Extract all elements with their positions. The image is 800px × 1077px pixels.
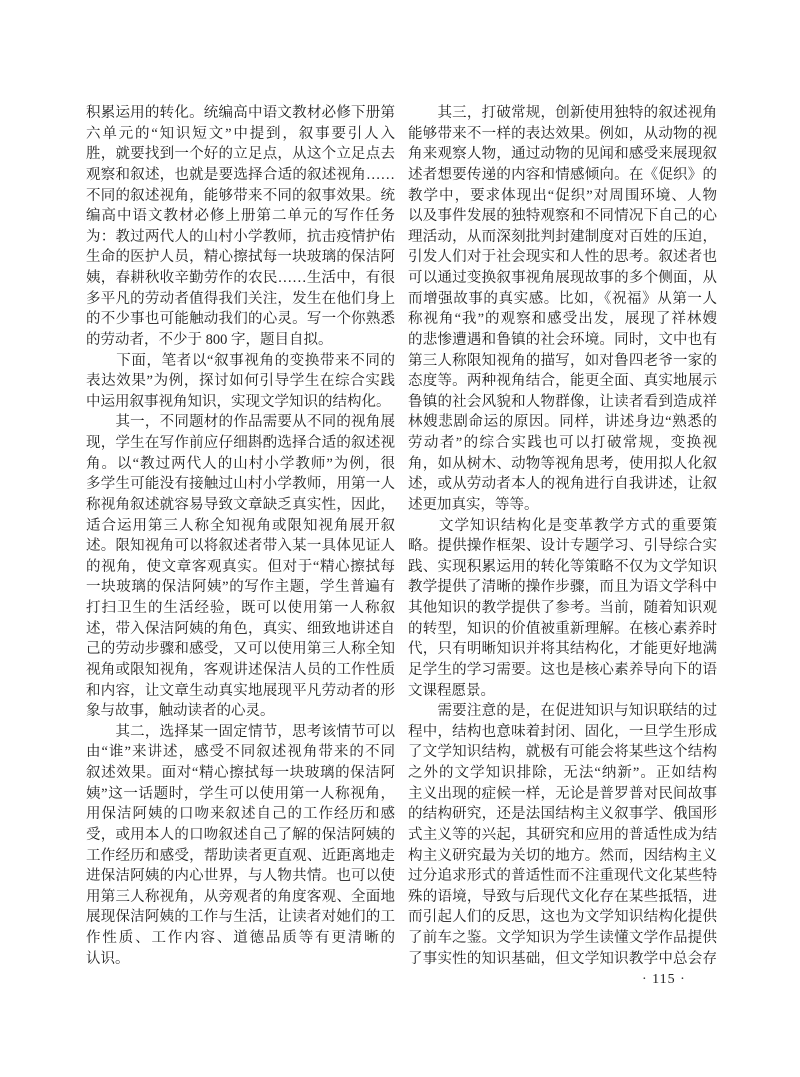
text-line: 由“谁”来讲述，感受不同叙述视角带来的不同: [86, 744, 395, 761]
text-line: 之外的文学知识排除，无法“纳新”。正如结构: [408, 765, 717, 781]
text-line: 的视角，使文章客观真实。但对于“精心擦拭每: [86, 558, 395, 575]
text-line: 林嫂悲剧命运的原因。同样，讲述身边“熟悉的: [408, 414, 717, 431]
text-line: 述者想要传递的内容和情感倾向。在《促织》的: [408, 166, 717, 183]
text-line: 角，如从树木、动物等视角思考，使用拟人化叙: [408, 455, 717, 472]
text-line: 作性质、工作内容、道德品质等有更清晰的: [86, 930, 395, 946]
text-line: 过分追求形式的普适性而不注重现代文化某些特: [408, 868, 717, 885]
text-line: 的转型，知识的价值被重新理解。在核心素养时: [408, 620, 717, 637]
text-line: 适合运用第三人称全知视角或限知视角展开叙: [86, 517, 395, 534]
text-line: 教学提供了清晰的操作步骤，而且为语文学科中: [408, 579, 717, 596]
text-line: 视角或限知视角，客观讲述保洁人员的工作性质: [86, 661, 395, 678]
text-line: 多平凡的劳动者值得我们关注，发生在他们身上: [86, 290, 395, 307]
text-line: 其一，不同题材的作品需要从不同的视角展: [86, 414, 395, 431]
text-line: 主义出现的症候一样，无论是普罗普对民间故事: [408, 785, 717, 802]
text-line: 文课程愿景。: [408, 682, 495, 699]
text-line: 现，学生在写作前应仔细斟酌选择合适的叙述视: [86, 435, 395, 451]
text-line: 为：教过两代人的山村小学教师，抗击疫情护佑: [86, 228, 395, 245]
text-line: 鲁镇的社会风貌和人物群像，让读者看到造成祥: [408, 393, 717, 410]
text-line: 下面，笔者以“叙事视角的变换带来不同的: [86, 352, 395, 369]
text-line: 能够带来不一样的表达效果。例如，从动物的视: [408, 125, 717, 142]
text-line: 而引起人们的反思，这也为文学知识结构化提供: [408, 909, 717, 926]
right-column: [408, 103, 717, 969]
text-line: 不同的叙述视角，能够带来不同的叙事效果。统: [86, 187, 395, 204]
text-line: 构主义研究最为关切的地方。然而，因结构主义: [408, 847, 717, 864]
text-line: 受，或用本人的口吻叙述自己了解的保洁阿姨的: [86, 826, 395, 843]
text-line: 进保洁阿姨的内心世界，与人物共情。也可以使: [86, 868, 395, 885]
text-line: 文学知识结构化是变革教学方式的重要策: [408, 517, 717, 534]
page-number: · 115 ·: [642, 972, 686, 987]
text-line: 劳动者”的综合实践也可以打破常规，变换视: [408, 435, 717, 451]
left-column: [86, 103, 395, 969]
text-line: 述更加真实，等等。: [408, 496, 539, 513]
text-line: 其他知识的教学提供了参考。当前，随着知识观: [408, 600, 717, 616]
text-line: 其三，打破常规，创新使用独特的叙述视角: [408, 105, 717, 121]
text-line: 的悲惨遭遇和鲁镇的社会环境。同时，文中也有: [408, 331, 717, 348]
text-line: 姨，春耕秋收辛勤劳作的农民……生活中，有很: [86, 270, 395, 286]
text-line: 编高中语文教材必修上册第二单元的写作任务: [86, 208, 395, 225]
text-line: 工作经历和感受，帮助读者更直观、近距离地走: [86, 847, 395, 864]
text-line: 打扫卫生的生活经验，既可以使用第一人称叙: [86, 600, 395, 616]
text-line: 述。限知视角可以将叙述者带入某一具体见证人: [86, 538, 395, 555]
text-line: 己的劳动步骤和感受，又可以使用第三人称全知: [86, 641, 395, 658]
text-line: 表达效果”为例，探讨如何引导学生在综合实践: [86, 373, 395, 390]
text-line: 述，或从劳动者本人的视角进行自我讲述，让叙: [408, 476, 717, 493]
text-line: 多学生可能没有接触过山村小学教师，用第一人: [86, 476, 395, 493]
text-line: 第三人称限知视角的描写，如对鲁四老爷一家的: [408, 352, 717, 369]
text-line: 姨”这一话题时，学生可以使用第一人称视角，: [86, 785, 395, 802]
text-line: 而增强故事的真实感。比如，《祝福》从第一人: [408, 290, 717, 307]
text-line: 式主义等的兴起，其研究和应用的普适性成为结: [408, 826, 717, 843]
text-line: 叙述效果。面对“精心擦拭每一块玻璃的保洁阿: [86, 765, 395, 781]
text-line: 其二，选择某一固定情节，思考该情节可以: [86, 723, 395, 740]
text-line: 的不少事也可能触动我们的心灵。写一个你熟悉: [86, 311, 395, 328]
text-line: 殊的语境，导致与后现代文化存在某些抵牾，进: [408, 888, 717, 905]
text-line: 了前车之鉴。文学知识为学生读懂文学作品提供: [408, 930, 717, 946]
text-line: 用第三人称视角，从旁观者的角度客观、全面地: [86, 888, 395, 905]
text-line: 象与故事，触动读者的心灵。: [86, 703, 275, 720]
text-line: 生命的医护人员，精心擦拭每一块玻璃的保洁阿: [86, 249, 395, 266]
text-line: 足学生的学习需要。这也是核心素养导向下的语: [408, 661, 717, 678]
text-line: 态度等。两种视角结合，能更全面、真实地展示: [408, 373, 717, 390]
text-line: 中运用叙事视角知识，实现文学知识的结构化。: [86, 393, 391, 410]
text-line: 需要注意的是，在促进知识与知识联结的过: [408, 703, 717, 720]
text-line: 积累运用的转化。统编高中语文教材必修下册第: [86, 105, 395, 121]
text-line: 践、实现积累运用的转化等策略不仅为文学知识: [408, 558, 717, 575]
text-line: 了文学知识结构，就极有可能会将某些这个结构: [408, 744, 717, 761]
text-line: 认识。: [86, 950, 130, 967]
text-line: 述，带入保洁阿姨的角色，真实、细致地讲述自: [86, 620, 395, 637]
text-line: 称视角叙述就容易导致文章缺乏真实性，因此，: [86, 496, 395, 513]
text-line: 一块玻璃的保洁阿姨”的写作主题，学生普遍有: [86, 579, 395, 596]
text-line: 了事实性的知识基础，但文学知识教学中总会存: [408, 950, 717, 967]
text-line: 胜，就要找到一个好的立足点，从这个立足点去: [86, 146, 395, 163]
text-line: 教学中，要求体现出“促织”对周围环境、人物: [408, 187, 717, 204]
text-line: 理活动，从而深刻批判封建制度对百姓的压迫，: [408, 228, 717, 245]
text-line: 和内容，让文章生动真实地展现平凡劳动者的形: [86, 682, 395, 699]
text-line: 展现保洁阿姨的工作与生活，让读者对她们的工: [86, 909, 395, 926]
text-line: 角。以“教过两代人的山村小学教师”为例，很: [86, 455, 395, 472]
text-line: 的结构研究，还是法国结构主义叙事学、俄国形: [408, 806, 717, 823]
text-line: 引发人们对于社会现实和人性的思考。叙述者也: [408, 249, 717, 266]
text-line: 略。提供操作框架、设计专题学习、引导综合实: [408, 538, 717, 555]
text-line: 程中，结构也意味着封闭、固化，一旦学生形成: [408, 723, 717, 740]
text-line: 六单元的“知识短文”中提到，叙事要引人入: [86, 125, 395, 142]
text-line: 代，只有明晰知识并将其结构化，才能更好地满: [408, 641, 717, 658]
text-line: 用保洁阿姨的口吻来叙述自己的工作经历和感: [86, 806, 395, 823]
text-line: 称视角“我”的观察和感受出发，展现了祥林嫂: [408, 311, 717, 328]
text-line: 以及事件发展的独特观察和不同情况下自己的心: [408, 208, 717, 225]
text-line: 可以通过变换叙事视角展现故事的多个侧面，从: [408, 270, 717, 286]
text-line: 角来观察人物，通过动物的见闻和感受来展现叙: [408, 146, 717, 163]
text-line: 观察和叙述，也就是要选择合适的叙述视角……: [86, 166, 395, 183]
text-line: 的劳动者，不少于 800 字，题目自拟。: [86, 331, 333, 348]
